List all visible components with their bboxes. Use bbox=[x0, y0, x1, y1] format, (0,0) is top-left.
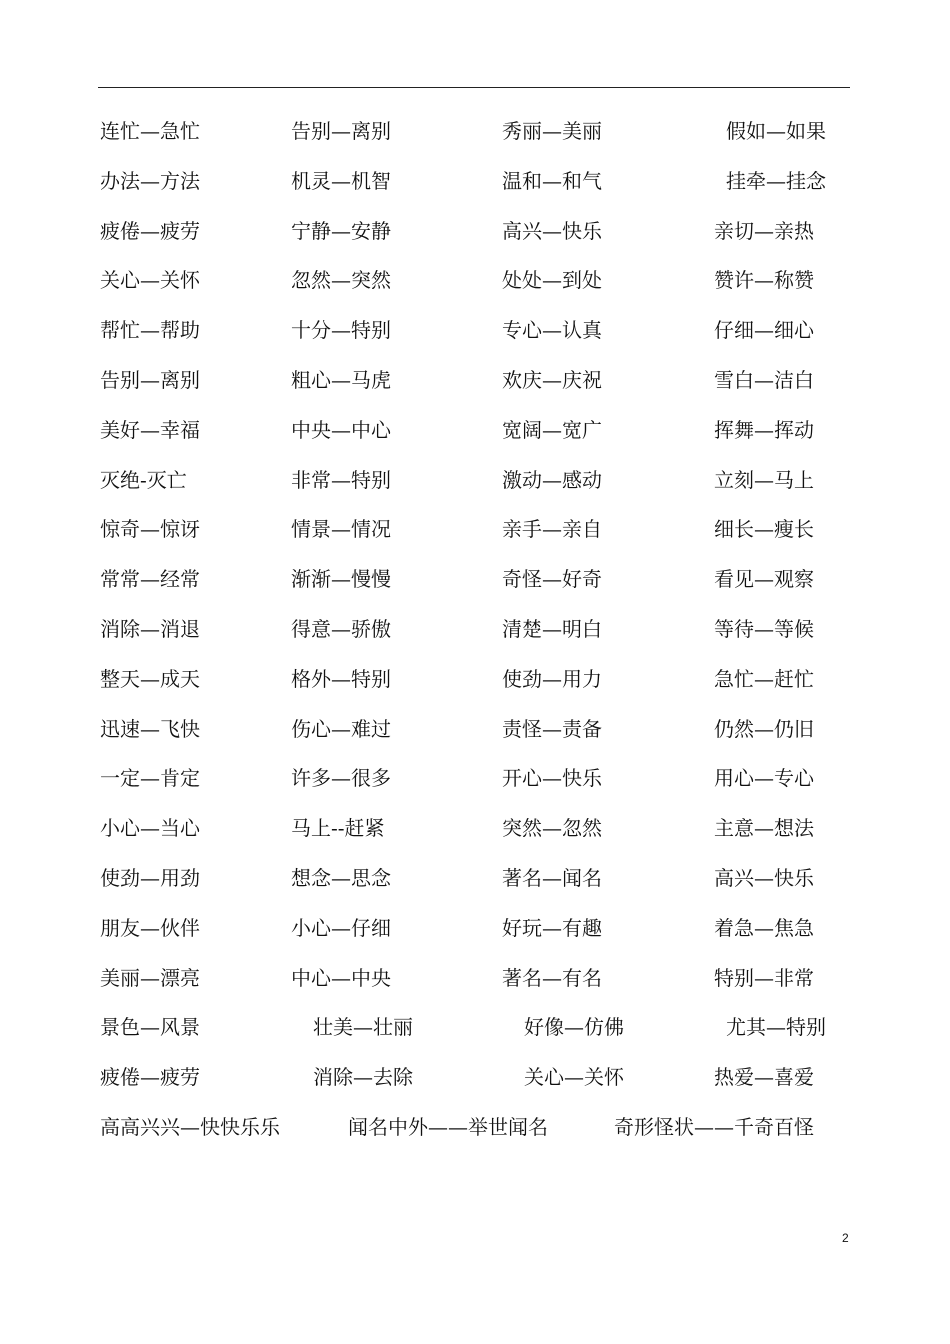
synonym-pair: 立刻—马上 bbox=[714, 467, 814, 492]
synonym-pair: 消除—去除 bbox=[313, 1065, 413, 1090]
synonym-pair: 消除—消退 bbox=[100, 617, 200, 641]
synonym-pair: 著名—有名 bbox=[502, 965, 602, 990]
synonym-pair: 等待—等候 bbox=[714, 617, 814, 641]
synonym-pair: 突然—忽然 bbox=[502, 816, 602, 841]
synonym-pair: 告别—离别 bbox=[100, 368, 200, 392]
synonym-pair: 粗心—马虎 bbox=[291, 368, 391, 392]
synonym-pair: 朋友—伙伴 bbox=[100, 915, 200, 940]
synonym-pair: 许多—很多 bbox=[291, 766, 391, 791]
synonym-pair: 温和—和气 bbox=[502, 168, 602, 193]
synonym-pair: 激动—感动 bbox=[502, 467, 602, 492]
page-number: 2 bbox=[842, 1231, 849, 1245]
synonym-pair: 情景—情况 bbox=[291, 517, 391, 542]
synonym-pair: 常常—经常 bbox=[100, 567, 200, 592]
synonym-pair: 伤心—难过 bbox=[291, 716, 391, 741]
synonym-pair: 主意—想法 bbox=[714, 816, 814, 841]
synonym-pair: 宽阔—宽广 bbox=[502, 417, 602, 442]
synonym-pair: 马上--赶紧 bbox=[291, 816, 385, 841]
synonym-pair: 使劲—用力 bbox=[502, 666, 602, 691]
synonym-pair: 细长—瘦长 bbox=[714, 517, 814, 542]
synonym-pair: 特别—非常 bbox=[714, 965, 814, 990]
synonym-pair: 十分—特别 bbox=[291, 318, 391, 343]
idiom-pair-2: 闻名中外——举世闻名 bbox=[348, 1115, 548, 1139]
synonym-pair: 奇怪—好奇 bbox=[502, 567, 602, 592]
synonym-pair: 责怪—责备 bbox=[502, 716, 602, 741]
synonym-pair: 专心—认真 bbox=[502, 318, 602, 343]
synonym-pair: 美好—幸福 bbox=[100, 417, 200, 442]
synonym-pair: 办法—方法 bbox=[100, 168, 200, 193]
synonym-pair: 中心—中央 bbox=[291, 965, 391, 990]
synonym-pair: 疲倦—疲劳 bbox=[100, 1065, 200, 1090]
synonym-pair: 好玩—有趣 bbox=[502, 915, 602, 940]
synonym-pair: 赞许—称赞 bbox=[714, 268, 814, 293]
synonym-pair: 机灵—机智 bbox=[291, 168, 391, 193]
synonym-pair: 好像—仿佛 bbox=[524, 1015, 624, 1040]
synonym-pair: 壮美—壮丽 bbox=[313, 1015, 413, 1040]
synonym-pair: 迅速—飞快 bbox=[100, 716, 200, 741]
synonym-pair: 雪白—洁白 bbox=[714, 368, 814, 392]
synonym-pair: 惊奇—惊讶 bbox=[100, 517, 200, 542]
synonym-pair: 得意—骄傲 bbox=[291, 617, 391, 641]
idiom-pair-1: 高高兴兴—快快乐乐 bbox=[100, 1115, 280, 1139]
synonym-pair: 连忙—急忙 bbox=[100, 119, 200, 143]
synonym-pair: 仔细—细心 bbox=[714, 318, 814, 343]
synonym-pair: 小心—仔细 bbox=[291, 915, 391, 940]
synonym-pair: 热爱—喜爱 bbox=[714, 1065, 814, 1090]
synonym-pair: 格外—特别 bbox=[291, 666, 391, 691]
synonym-pair: 欢庆—庆祝 bbox=[502, 368, 602, 392]
synonym-pair: 看见—观察 bbox=[714, 567, 814, 592]
synonym-pair: 帮忙—帮助 bbox=[100, 318, 200, 343]
synonym-pair: 中央—中心 bbox=[291, 417, 391, 442]
synonym-pair: 非常—特别 bbox=[291, 467, 391, 492]
synonym-pair: 告别—离别 bbox=[291, 119, 391, 143]
synonym-pair: 小心—当心 bbox=[100, 816, 200, 841]
synonym-pair: 清楚—明白 bbox=[502, 617, 602, 641]
synonym-pair: 美丽—漂亮 bbox=[100, 965, 200, 990]
synonym-pair: 疲倦—疲劳 bbox=[100, 218, 200, 243]
synonym-pair: 渐渐—慢慢 bbox=[291, 567, 391, 592]
synonym-pair: 想念—思念 bbox=[291, 866, 391, 890]
synonym-pair: 急忙—赶忙 bbox=[714, 666, 814, 691]
synonym-pair: 亲手—亲自 bbox=[502, 517, 602, 542]
synonym-pair: 挂牵—挂念 bbox=[726, 168, 826, 193]
synonym-pair: 关心—关怀 bbox=[524, 1065, 624, 1090]
synonym-pair: 开心—快乐 bbox=[502, 766, 602, 791]
synonym-pair: 著名—闻名 bbox=[502, 866, 602, 890]
synonym-pair: 着急—焦急 bbox=[714, 915, 814, 940]
synonym-pair: 处处—到处 bbox=[502, 268, 602, 293]
synonym-pair: 挥舞—挥动 bbox=[714, 417, 814, 442]
synonym-pair: 整天—成天 bbox=[100, 666, 200, 691]
synonym-pair: 关心—关怀 bbox=[100, 268, 200, 293]
synonym-pair: 宁静—安静 bbox=[291, 218, 391, 243]
idiom-pair-3: 奇形怪状——千奇百怪 bbox=[614, 1115, 814, 1139]
synonym-pair: 假如—如果 bbox=[726, 119, 826, 143]
synonym-pair: 尤其—特别 bbox=[726, 1015, 826, 1040]
synonym-pair: 亲切—亲热 bbox=[714, 218, 814, 243]
synonym-pair: 高兴—快乐 bbox=[714, 866, 814, 890]
synonym-pair: 一定—肯定 bbox=[100, 766, 200, 791]
synonym-pair: 高兴—快乐 bbox=[502, 218, 602, 243]
synonym-pair: 景色—风景 bbox=[100, 1015, 200, 1040]
synonym-pair: 使劲—用劲 bbox=[100, 866, 200, 890]
synonym-pair: 忽然—突然 bbox=[291, 268, 391, 293]
synonym-pair: 用心—专心 bbox=[714, 766, 814, 791]
synonym-pair: 灭绝-灭亡 bbox=[100, 467, 187, 492]
synonym-pair: 秀丽—美丽 bbox=[502, 119, 602, 143]
synonym-pair: 仍然—仍旧 bbox=[714, 716, 814, 741]
